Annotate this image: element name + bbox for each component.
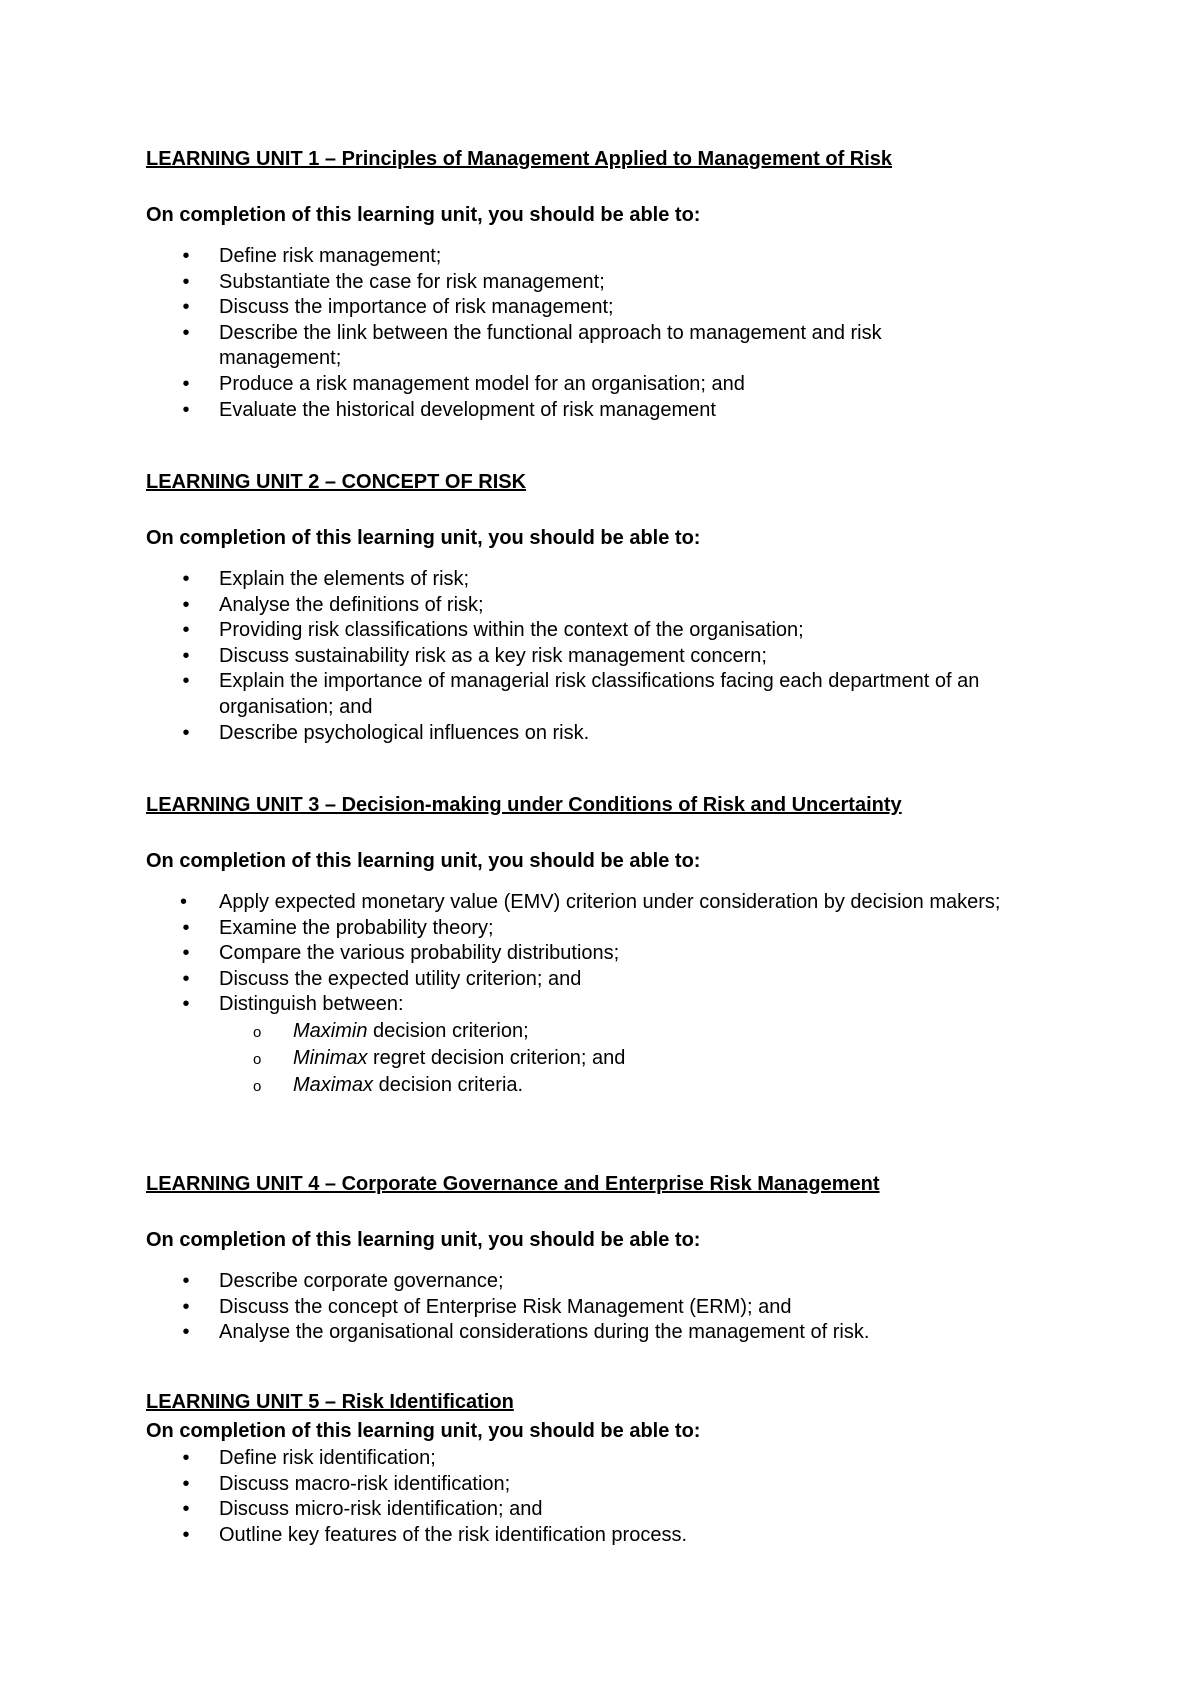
bullet-icon: • (182, 1472, 190, 1495)
sub-bullet-icon: o (253, 1050, 262, 1068)
objective-text: Evaluate the historical development of risk management (219, 398, 716, 421)
objective-list (146, 1269, 1066, 1346)
objective-text: Define risk management; (219, 245, 442, 267)
objective-item (146, 321, 1066, 372)
unit-intro: On completion of this learning unit, you should be able to: (146, 850, 701, 872)
criterion-text: decision criterion; (367, 1019, 529, 1042)
sub-objective-item (146, 1018, 1066, 1045)
objective-list (146, 890, 1066, 1018)
objective-text: Discuss the importance of risk management; (219, 296, 614, 319)
criterion-text: decision criteria. (373, 1073, 524, 1096)
objective-item (146, 1269, 1066, 1295)
sub-bullet-icon: o (253, 1077, 262, 1095)
unit-heading: LEARNING UNIT 4 – Corporate Governance and Enterprise Risk Management (146, 1173, 880, 1195)
bullet-icon: • (182, 372, 190, 395)
objective-text: Discuss the concept of Enterprise Risk Management (ERM); and (219, 1295, 792, 1318)
unit-intro: On completion of this learning unit, you should be able to: (146, 1420, 701, 1442)
unit-intro: On completion of this learning unit, you should be able to: (146, 204, 701, 226)
sub-bullet-icon: o (253, 1023, 262, 1041)
criterion-term: Minimax (293, 1046, 368, 1069)
bullet-icon: • (182, 1523, 190, 1546)
objective-item (146, 295, 1066, 321)
objective-text: Compare the various probability distributions; (219, 942, 620, 965)
criterion-term: Maximax (293, 1073, 374, 1096)
bullet-icon: • (182, 644, 190, 667)
objective-text: Apply expected monetary value (EMV) criterion under consideration by decision makers; (219, 891, 1001, 913)
objective-item (146, 890, 1066, 916)
objective-item (146, 941, 1066, 967)
criterion-text: regret decision criterion; and (367, 1046, 626, 1069)
objective-text: Produce a risk management model for an organisation; and (219, 372, 745, 395)
unit-heading: LEARNING UNIT 5 – Risk Identification (146, 1391, 514, 1413)
objective-item (146, 567, 1066, 593)
bullet-icon: • (182, 1498, 190, 1521)
objective-item (146, 644, 1066, 670)
unit-intro: On completion of this learning unit, you should be able to: (146, 1229, 701, 1251)
objective-item (146, 1472, 1066, 1498)
objective-item (146, 398, 1066, 424)
objective-item (146, 1446, 1066, 1472)
objective-text: Explain the elements of risk; (219, 568, 470, 590)
objective-text: Analyse the definitions of risk; (219, 593, 484, 616)
objective-text: Discuss the expected utility criterion; and (219, 967, 582, 990)
objective-list (146, 1446, 1066, 1548)
bullet-icon: • (182, 993, 190, 1016)
unit-heading: LEARNING UNIT 3 – Decision-making under Conditions of Risk and Uncertainty (146, 794, 902, 816)
objective-item (146, 593, 1066, 619)
objective-item (146, 916, 1066, 942)
objective-item (146, 1295, 1066, 1321)
bullet-icon: • (182, 1447, 190, 1469)
objective-text: Discuss micro-risk identification; and (219, 1498, 543, 1521)
bullet-icon: • (182, 321, 190, 344)
bullet-icon: • (182, 245, 190, 267)
objective-item (146, 721, 1066, 747)
learning-unit-4 (146, 1171, 1066, 1346)
objective-text: Describe corporate governance; (219, 1270, 504, 1292)
bullet-icon: • (182, 619, 190, 642)
sub-objective-list (146, 1018, 1066, 1099)
objective-text: Analyse the organisational considerations during the management of risk. (219, 1321, 870, 1344)
objective-text: Describe the link between the functional approach to management and risk management; (219, 321, 882, 370)
objective-item (146, 1497, 1066, 1523)
learning-unit-1 (146, 146, 1066, 423)
objective-list (146, 244, 1066, 423)
bullet-icon: • (182, 1321, 190, 1344)
bullet-icon: • (182, 1295, 190, 1318)
objective-item (146, 992, 1066, 1018)
sub-objective-item (146, 1072, 1066, 1099)
bullet-icon: • (182, 670, 190, 693)
bullet-icon: • (182, 270, 190, 293)
objective-text: Discuss macro-risk identification; (219, 1472, 511, 1495)
bullet-icon: • (182, 398, 190, 421)
bullet-icon: • (180, 891, 188, 913)
unit-heading: LEARNING UNIT 1 – Principles of Management Applied to Management of Risk (146, 148, 893, 170)
learning-unit-2 (146, 469, 1066, 746)
bullet-icon: • (182, 967, 190, 990)
bullet-icon: • (182, 942, 190, 965)
unit-heading: LEARNING UNIT 2 – CONCEPT OF RISK (146, 471, 527, 493)
bullet-icon: • (182, 568, 190, 590)
objective-text: Examine the probability theory; (219, 916, 494, 939)
criterion-term: Maximin (293, 1019, 368, 1042)
bullet-icon: • (182, 916, 190, 939)
objective-text: Substantiate the case for risk management; (219, 270, 605, 293)
objective-text: Distinguish between: (219, 993, 404, 1016)
objective-item (146, 1523, 1066, 1549)
objective-item (146, 618, 1066, 644)
sub-objective-item (146, 1045, 1066, 1072)
objective-text: Explain the importance of managerial risk classifications facing each department of an organisation; and (219, 670, 980, 718)
objective-text: Describe psychological influences on risk. (219, 721, 590, 744)
unit-intro: On completion of this learning unit, you should be able to: (146, 527, 701, 549)
bullet-icon: • (182, 1270, 190, 1292)
bullet-icon: • (182, 593, 190, 616)
objective-item (146, 244, 1066, 270)
objective-text: Providing risk classifications within the context of the organisation; (219, 619, 804, 642)
bullet-icon: • (182, 721, 190, 744)
learning-unit-5 (146, 1389, 1066, 1548)
objective-item (146, 372, 1066, 398)
learning-unit-3 (146, 792, 1066, 1099)
bullet-icon: • (182, 296, 190, 319)
objective-item (146, 1320, 1066, 1346)
objective-item (146, 967, 1066, 993)
objective-text: Outline key features of the risk identification process. (219, 1523, 688, 1546)
objective-text: Discuss sustainability risk as a key risk management concern; (219, 644, 767, 667)
objective-item (146, 669, 1066, 720)
objective-item (146, 270, 1066, 296)
objective-text: Define risk identification; (219, 1447, 436, 1469)
objective-list (146, 567, 1066, 746)
